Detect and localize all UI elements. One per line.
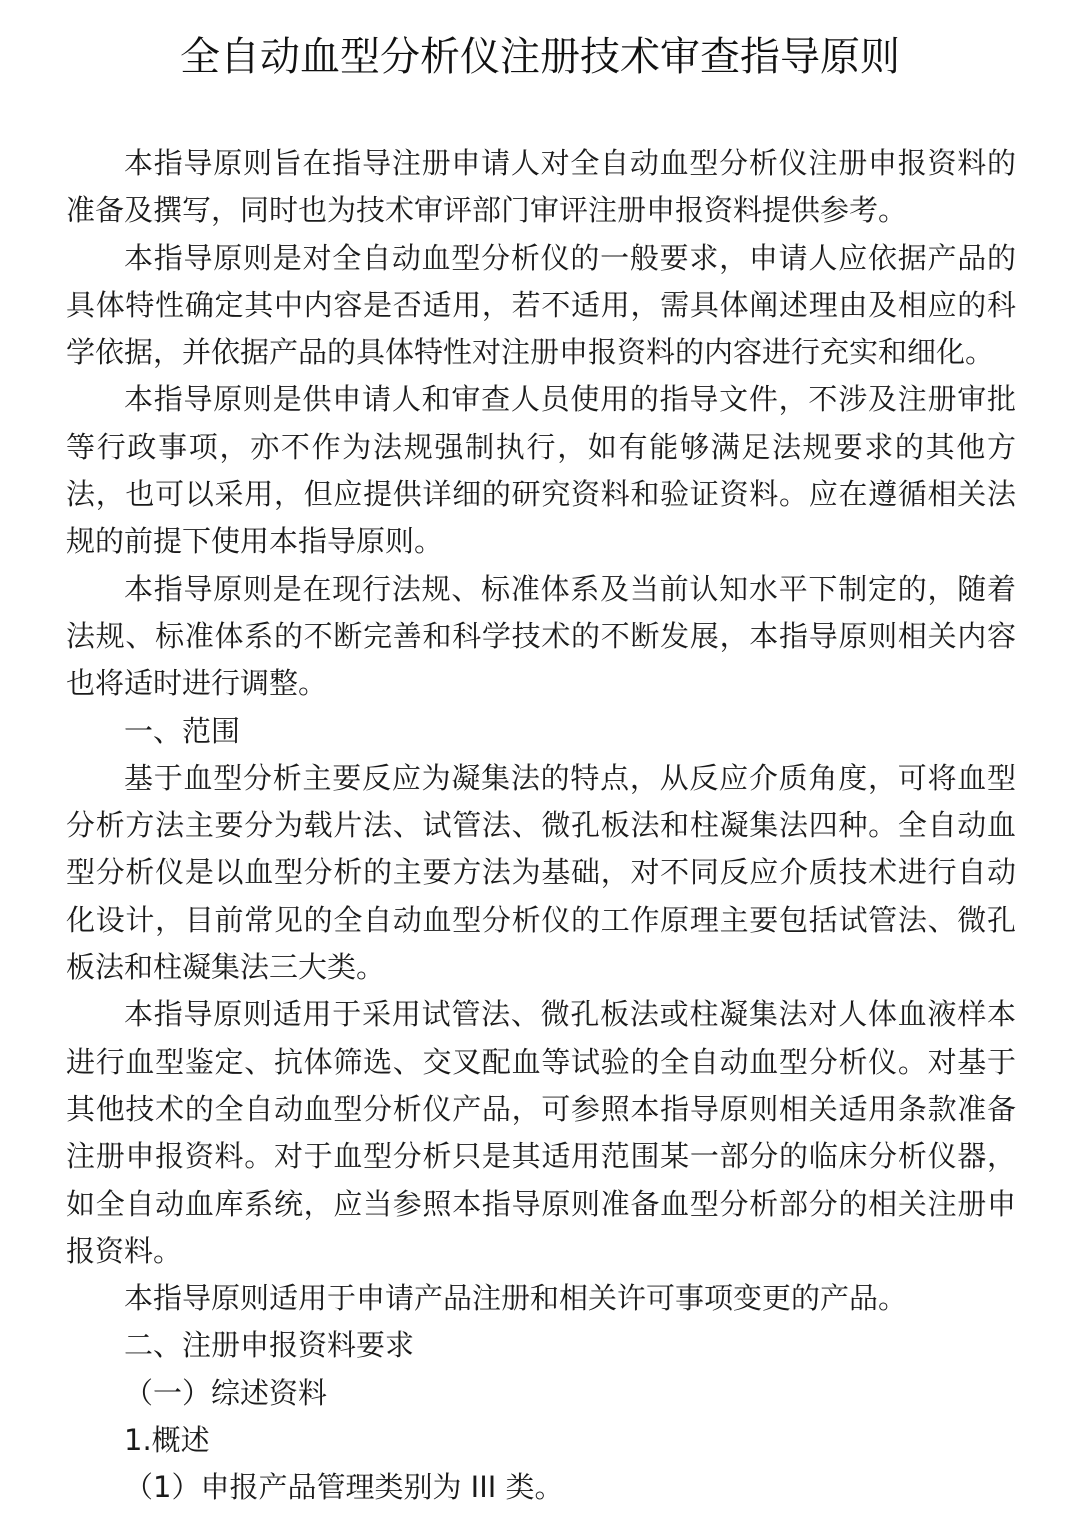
paragraph-adjustment: 本指导原则是在现行法规、标准体系及当前认知水平下制定的，随着法规、标准体系的不断完善和科学技术的不断发展，本指导原则相关内容也将适时进行调整。 bbox=[66, 571, 1016, 701]
document-title: 全自动血型分析仪注册技术审查指导原则 bbox=[180, 34, 900, 80]
paragraph-registration-scope: 本指导原则适用于申请产品注册和相关许可事项变更的产品。 bbox=[124, 1281, 908, 1316]
paragraph-methods: 基于血型分析主要反应为凝集法的特点，从反应介质角度，可将血型分析方法主要分为载片法、试管法、微孔板法和柱凝集法四种。全自动血型分析仪是以血型分析的主要方法为基础，对不同反应介质技术进行自动化设计，目前常见的全自动血型分析仪的工作原理主要包括试管法、微孔板法和柱凝集法三大类。 bbox=[66, 760, 1016, 985]
paragraph-usage-guidance: 本指导原则是供申请人和审查人员使用的指导文件，不涉及注册审批等行政事项，亦不作为法规强制执行，如有能够满足法规要求的其他方法，也可以采用，但应提供详细的研究资料和验证资料。应在遵循相关法规的前提下使用本指导原则。 bbox=[66, 382, 1016, 559]
paragraph-general-requirements: 本指导原则是对全自动血型分析仪的一般要求，申请人应依据产品的具体特性确定其中内容是否适用，若不适用，需具体阐述理由及相应的科学依据，并依据产品的具体特性对注册申报资料的内容进行充实和细化。 bbox=[66, 240, 1016, 370]
item-classification: （1）申报产品管理类别为 III 类。 bbox=[124, 1470, 564, 1505]
item-heading-overview: 1.概述 bbox=[124, 1423, 210, 1458]
section-heading-scope: 一、范围 bbox=[124, 713, 241, 748]
document-body bbox=[66, 140, 1016, 1512]
subsection-heading-summary: （一）综述资料 bbox=[124, 1375, 328, 1410]
section-heading-requirements: 二、注册申报资料要求 bbox=[124, 1328, 415, 1363]
paragraph-purpose: 本指导原则旨在指导注册申请人对全自动血型分析仪注册申报资料的准备及撰写，同时也为技术审评部门审评注册申报资料提供参考。 bbox=[66, 146, 1016, 228]
paragraph-applicability: 本指导原则适用于采用试管法、微孔板法或柱凝集法对人体血液样本进行血型鉴定、抗体筛选、交叉配血等试验的全自动血型分析仪。对基于其他技术的全自动血型分析仪产品，可参照本指导原则相关适用条款准备注册申报资料。对于血型分析只是其适用范围某一部分的临床分析仪器，如全自动血库系统，应当参照本指导原则准备血型分析部分的相关注册申报资料。 bbox=[66, 997, 1016, 1268]
